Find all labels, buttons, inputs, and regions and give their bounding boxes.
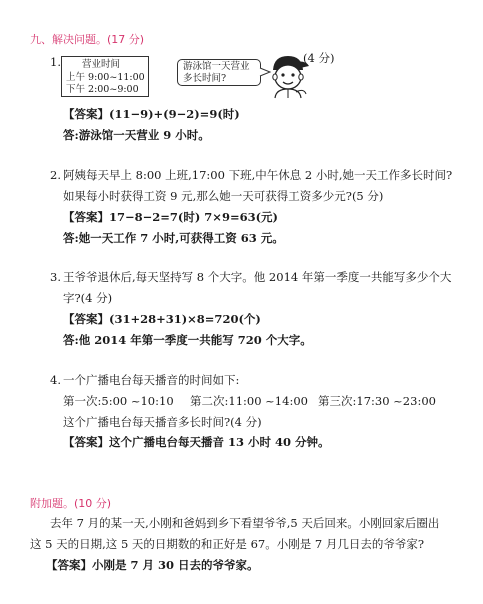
speech-bubble bbox=[177, 59, 261, 86]
answer: 【答案】小刚是 7 月 30 日去的爷爷家。 bbox=[46, 558, 259, 572]
answer: 【答案】(31+28+31)×8=720(个) bbox=[63, 312, 261, 326]
question-text-line-2: 如果每小时获得工资 9 元,那么她一天可获得工资多少元?(5 分) bbox=[63, 189, 384, 203]
answer: 【答案】(11−9)+(9−2)=9(时) bbox=[63, 107, 240, 121]
conclusion: 答:她一天工作 7 小时,可获得工资 63 元。 bbox=[63, 231, 284, 245]
bonus-text-line-1: 去年 7 月的某一天,小刚和爸妈到乡下看望爷爷,5 天后回来。小刚回家后圈出 bbox=[50, 516, 440, 530]
question-text-line-2: 这个广播电台每天播音多长时间?(4 分) bbox=[63, 415, 262, 429]
question-number: 4. bbox=[50, 373, 61, 387]
broadcast-first: 第一次:5:00 ~10:10 bbox=[63, 394, 174, 408]
box-afternoon: 下午 2:00~9:00 bbox=[66, 84, 139, 95]
answer: 【答案】17−8−2=7(时) 7×9=63(元) bbox=[63, 210, 278, 224]
speech-line-2: 多长时间? bbox=[183, 73, 227, 84]
question-number: 1. bbox=[50, 55, 61, 69]
bonus-text-line-2: 这 5 天的日期,这 5 天的日期数的和正好是 67。小刚是 7 月几日去的爷爷家? bbox=[30, 537, 424, 551]
question-text-line-1: 王爷爷退休后,每天坚持写 8 个大字。他 2014 年第一季度一共能写多少个大 bbox=[63, 270, 452, 284]
question-number: 3. bbox=[50, 270, 61, 284]
points: (4 分) bbox=[303, 51, 335, 65]
conclusion: 答:他 2014 年第一季度一共能写 720 个大字。 bbox=[63, 333, 312, 347]
conclusion: 答:游泳馆一天营业 9 小时。 bbox=[63, 128, 210, 142]
section-title: 九、解决问题。(17 分) bbox=[30, 33, 145, 46]
question-text-line-1: 阿姨每天早上 8:00 上班,17:00 下班,中午休息 2 小时,她一天工作多长时间? bbox=[63, 168, 453, 182]
broadcast-second: 第二次:11:00 ~14:00 bbox=[190, 394, 308, 408]
answer: 【答案】这个广播电台每天播音 13 小时 40 分钟。 bbox=[63, 435, 330, 449]
box-title: 营业时间 bbox=[82, 59, 121, 70]
business-hours-box bbox=[61, 56, 149, 97]
question-number: 2. bbox=[50, 168, 61, 182]
question-text-line-1: 一个广播电台每天播音的时间如下: bbox=[63, 373, 240, 387]
speech-line-1: 游泳馆一天营业 bbox=[183, 61, 250, 72]
box-morning: 上午 9:00~11:00 bbox=[66, 72, 145, 83]
bonus-title: 附加题。(10 分) bbox=[30, 497, 112, 510]
question-text-line-2: 字?(4 分) bbox=[63, 291, 113, 305]
broadcast-third: 第三次:17:30 ~23:00 bbox=[318, 394, 436, 408]
